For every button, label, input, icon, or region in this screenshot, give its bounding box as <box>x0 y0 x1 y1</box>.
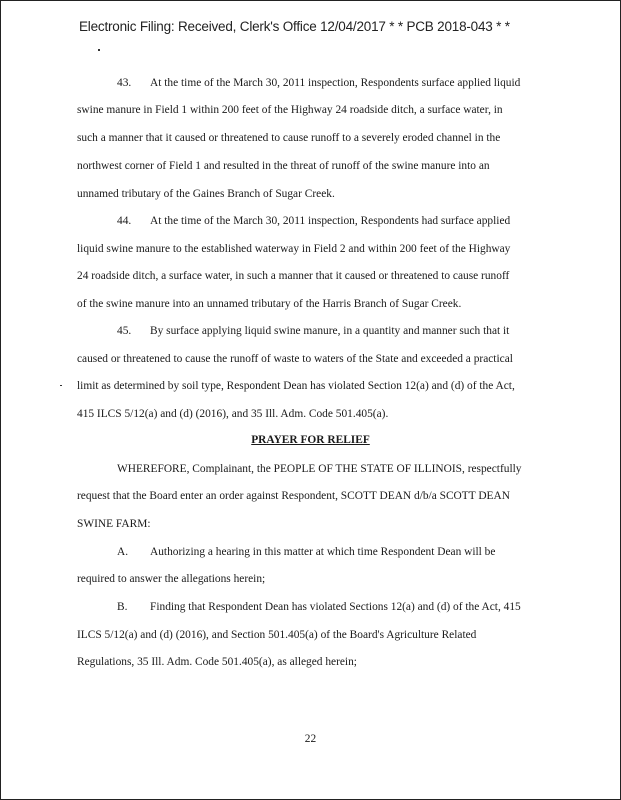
item-a-first-line <box>117 545 495 559</box>
item-letter: A. <box>117 546 129 558</box>
wherefore-line: request that the Board enter an order against Respondent, SCOTT DEAN d/b/a SCOTT DEAN <box>77 490 510 502</box>
paragraph-number: 44. <box>117 215 132 227</box>
paragraph-43-first-line <box>117 76 520 90</box>
paragraph-line: of the swine manure into an unnamed tributary of the Harris Branch of Sugar Creek. <box>77 298 462 310</box>
paragraph-line: caused or threatened to cause the runoff of waste to waters of the State and exceeded a practical <box>77 353 513 365</box>
paragraph-text: By surface applying liquid swine manure, in a quantity and manner such that it <box>150 325 510 337</box>
paragraph-line: 415 ILCS 5/12(a) and (d) (2016), and 35 Ill. Adm. Code 501.405(a). <box>77 408 389 420</box>
page-number: 22 <box>304 733 317 745</box>
filing-header: Electronic Filing: Received, Clerk's Office 12/04/2017 * * PCB 2018-043 * * <box>79 19 510 34</box>
paragraph-line: swine manure in Field 1 within 200 feet of the Highway 24 roadside ditch, a surface water, in <box>77 104 503 116</box>
item-text: Authorizing a hearing in this matter at which time Respondent Dean will be <box>150 546 496 558</box>
paragraph-line: northwest corner of Field 1 and resulted in the threat of runoff of the swine manure into an <box>77 160 490 172</box>
paragraph-text: At the time of the March 30, 2011 inspection, Respondents surface applied liquid <box>150 77 521 89</box>
scan-speck <box>98 49 100 51</box>
paragraph-number: 43. <box>117 77 132 89</box>
item-line: Regulations, 35 Ill. Adm. Code 501.405(a), as alleged herein; <box>77 656 357 668</box>
paragraph-text: At the time of the March 30, 2011 inspection, Respondents had surface applied <box>150 215 511 227</box>
paragraph-line: limit as determined by soil type, Respondent Dean has violated Section 12(a) and (d) of the Act, <box>77 380 515 392</box>
item-line: required to answer the allegations herein; <box>77 573 266 585</box>
wherefore-line: WHEREFORE, Complainant, the PEOPLE OF THE STATE OF ILLINOIS, respectfully <box>117 463 522 475</box>
scan-speck <box>60 385 62 386</box>
paragraph-line: such a manner that it caused or threatened to cause runoff to a severely eroded channel in the <box>77 132 501 144</box>
wherefore-line: SWINE FARM: <box>77 518 151 530</box>
paragraph-line: unnamed tributary of the Gaines Branch of Sugar Creek. <box>77 188 335 200</box>
paragraph-44-first-line <box>117 214 510 228</box>
section-heading: PRAYER FOR RELIEF <box>251 434 370 446</box>
paragraph-line: 24 roadside ditch, a surface water, in such a manner that it caused or threatened to cause runoff <box>77 270 510 282</box>
item-letter: B. <box>117 601 128 613</box>
item-b-first-line <box>117 600 521 614</box>
paragraph-45-first-line <box>117 324 509 338</box>
item-text: Finding that Respondent Dean has violated Sections 12(a) and (d) of the Act, 415 <box>150 601 521 613</box>
paragraph-number: 45. <box>117 325 132 337</box>
paragraph-line: liquid swine manure to the established waterway in Field 2 and within 200 feet of the Highway <box>77 243 511 255</box>
item-line: ILCS 5/12(a) and (d) (2016), and Section 501.405(a) of the Board's Agriculture Related <box>77 629 477 641</box>
